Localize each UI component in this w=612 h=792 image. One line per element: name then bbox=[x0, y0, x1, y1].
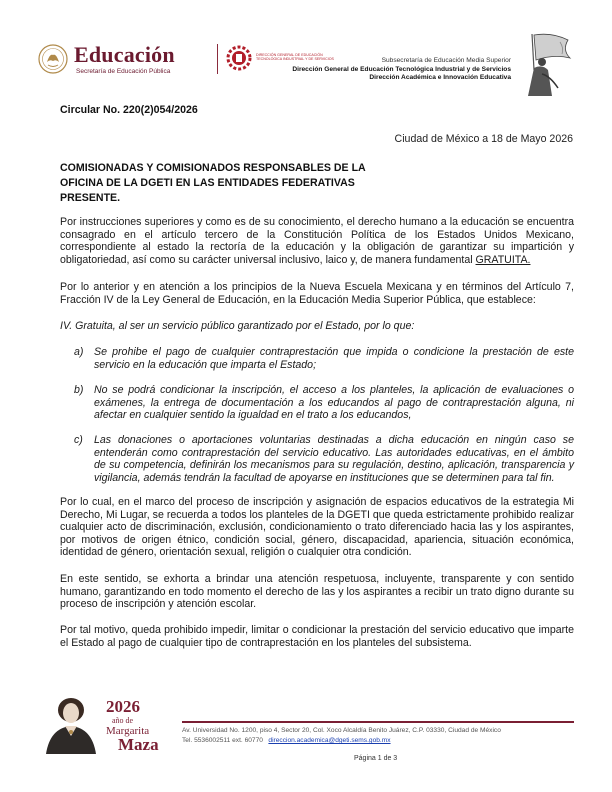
list-item-letter: a) bbox=[74, 346, 84, 358]
recipient-line: OFICINA DE LA DGETI EN LAS ENTIDADES FEDERATIVAS bbox=[60, 177, 355, 189]
list-item-text: No se podrá condicionar la inscripción, el acceso a los planteles, la aplicación de evaluaciones o exámenes, la entrega de documentación a los educandos al pago de contraprestación alguna, ni afectar en cualquier sentido la igualdad en el trato a los educandos, bbox=[94, 384, 574, 422]
footer-year: 2026 bbox=[106, 697, 140, 716]
circular-number: Circular No. 220(2)054/2026 bbox=[60, 104, 198, 116]
paragraph-inscription: Por lo cual, en el marco del proceso de inscripción y asignación de espacios educativos de la estrategia Mi Derecho, Mi Lugar, se recuerda a todos los planteles de la DGETI que queda estrictamente prohibido realizar cualquier acto de discriminación, exclusión, condicionamiento o trato diferenciado hacia las y los aspirantes, por motivos de origen étnico, condición social, género, discapacidad, apariencia, situación económica, identidad de género, orientación sexual, religión o cualquier otra condición. bbox=[60, 496, 574, 559]
list-item-b bbox=[74, 384, 574, 422]
list-item-letter: c) bbox=[74, 434, 83, 446]
dgeti-gear-logo-icon bbox=[226, 44, 252, 74]
subsecretaria-label: Subsecretaría de Educación Media Superior bbox=[381, 57, 511, 64]
quote-intro: IV. Gratuita, al ser un servicio público garantizado por el Estado, por lo que: bbox=[60, 320, 415, 332]
brand-subtitle: Secretaría de Educación Pública bbox=[76, 68, 171, 75]
footer-address: Av. Universidad No. 1200, piso 4, Sector 20, Col. Xoco Alcaldía Benito Juárez, C.P. 03330, Ciudad de México bbox=[182, 727, 501, 734]
footer-name-last: Maza bbox=[118, 735, 159, 754]
brand-logo-text: Educación bbox=[74, 42, 175, 67]
header-divider bbox=[217, 44, 218, 74]
footer-divider bbox=[182, 721, 574, 723]
list-item-letter: b) bbox=[74, 384, 84, 396]
woman-with-flag-illustration-icon bbox=[512, 30, 574, 98]
footer-phone: Tel. 5536002511 ext. 60770 bbox=[182, 737, 263, 744]
list-item-text: Se prohibe el pago de cualquier contraprestación que impida o condicione la prestación de este servicio en la educación que imparta el Estado; bbox=[94, 346, 574, 371]
paragraph-exhort: En este sentido, se exhorta a brindar una atención respetuosa, incluyente, transparente y con sentido humano, garantizando en todo momento el derecho de las y los aspirantes a recibir un trato digno durante su proceso de inscripción y atención escolar. bbox=[60, 573, 574, 611]
recipient-block bbox=[60, 161, 390, 206]
dgeti-caption: DIRECCIÓN GENERAL DE EDUCACIÓN TECNOLÓGICA INDUSTRIAL Y DE SERVICIOS bbox=[256, 53, 334, 62]
eagle-seal-icon bbox=[38, 44, 68, 74]
list-item-c bbox=[74, 434, 574, 484]
direccion-academica-label: Dirección Académica e Innovación Educativa bbox=[369, 74, 511, 82]
footer-contact bbox=[182, 737, 391, 744]
paragraph-intro bbox=[60, 216, 574, 266]
gratuita-emphasis: GRATUITA. bbox=[475, 253, 531, 266]
paragraph-legal-basis: Por lo anterior y en atención a los principios de la Nueva Escuela Mexicana y en términos del Artículo 7, Fracción IV de la Ley General de Educación, en la Educación Media Superior Pública, que establece: bbox=[60, 281, 574, 306]
margarita-maza-portrait-icon bbox=[40, 692, 102, 754]
recipient-line: COMISIONADAS Y COMISIONADOS RESPONSABLES DE LA bbox=[60, 162, 366, 174]
footer-email-link[interactable]: direccion.academica@dgeti.sems.gob.mx bbox=[268, 737, 391, 744]
list-item-a bbox=[74, 346, 574, 371]
paragraph-intro-text: Por instrucciones superiores y como es de su conocimiento, el derecho humano a la educación se encuentra consagrado en el artículo tercero de la Constitución Política de los Estados Unidos Mexicano, correspondiente al estado la rectoría de la educación y la obligación de garantizar su impartición y obligatoriedad, así como su carácter universal inclusivo, laico y, de manera fundamental bbox=[60, 216, 574, 266]
recipient-line: PRESENTE. bbox=[60, 192, 121, 204]
direccion-general-label: Dirección General de Educación Tecnológica Industrial y de Servicios bbox=[292, 65, 511, 73]
footer-year-of: año de bbox=[112, 716, 134, 725]
list-item-text: Las donaciones o aportaciones voluntarias destinadas a dicha educación en ningún caso se entenderán como contraprestación del servicio educativo. Las autoridades educativas, en el ámbito de su competencia, definirán los mecanismos para su regulación, destino, aplicación, transparencia y vigilancia, además tendrán la facultad de apoyarse en instituciones que se determinen para tal fin. bbox=[94, 434, 574, 484]
page-number: Página 1 de 3 bbox=[354, 755, 398, 762]
footer-name-first: Margarita bbox=[106, 725, 150, 737]
header-offices bbox=[292, 57, 511, 83]
document-date: Ciudad de México a 18 de Mayo 2026 bbox=[394, 133, 573, 145]
paragraph-prohibition: Por tal motivo, queda prohibido impedir, limitar o condicionar la prestación del servicio educativo que imparte el Estado al pago de cualquier tipo de contraprestación en los planteles del subsistema. bbox=[60, 624, 574, 649]
